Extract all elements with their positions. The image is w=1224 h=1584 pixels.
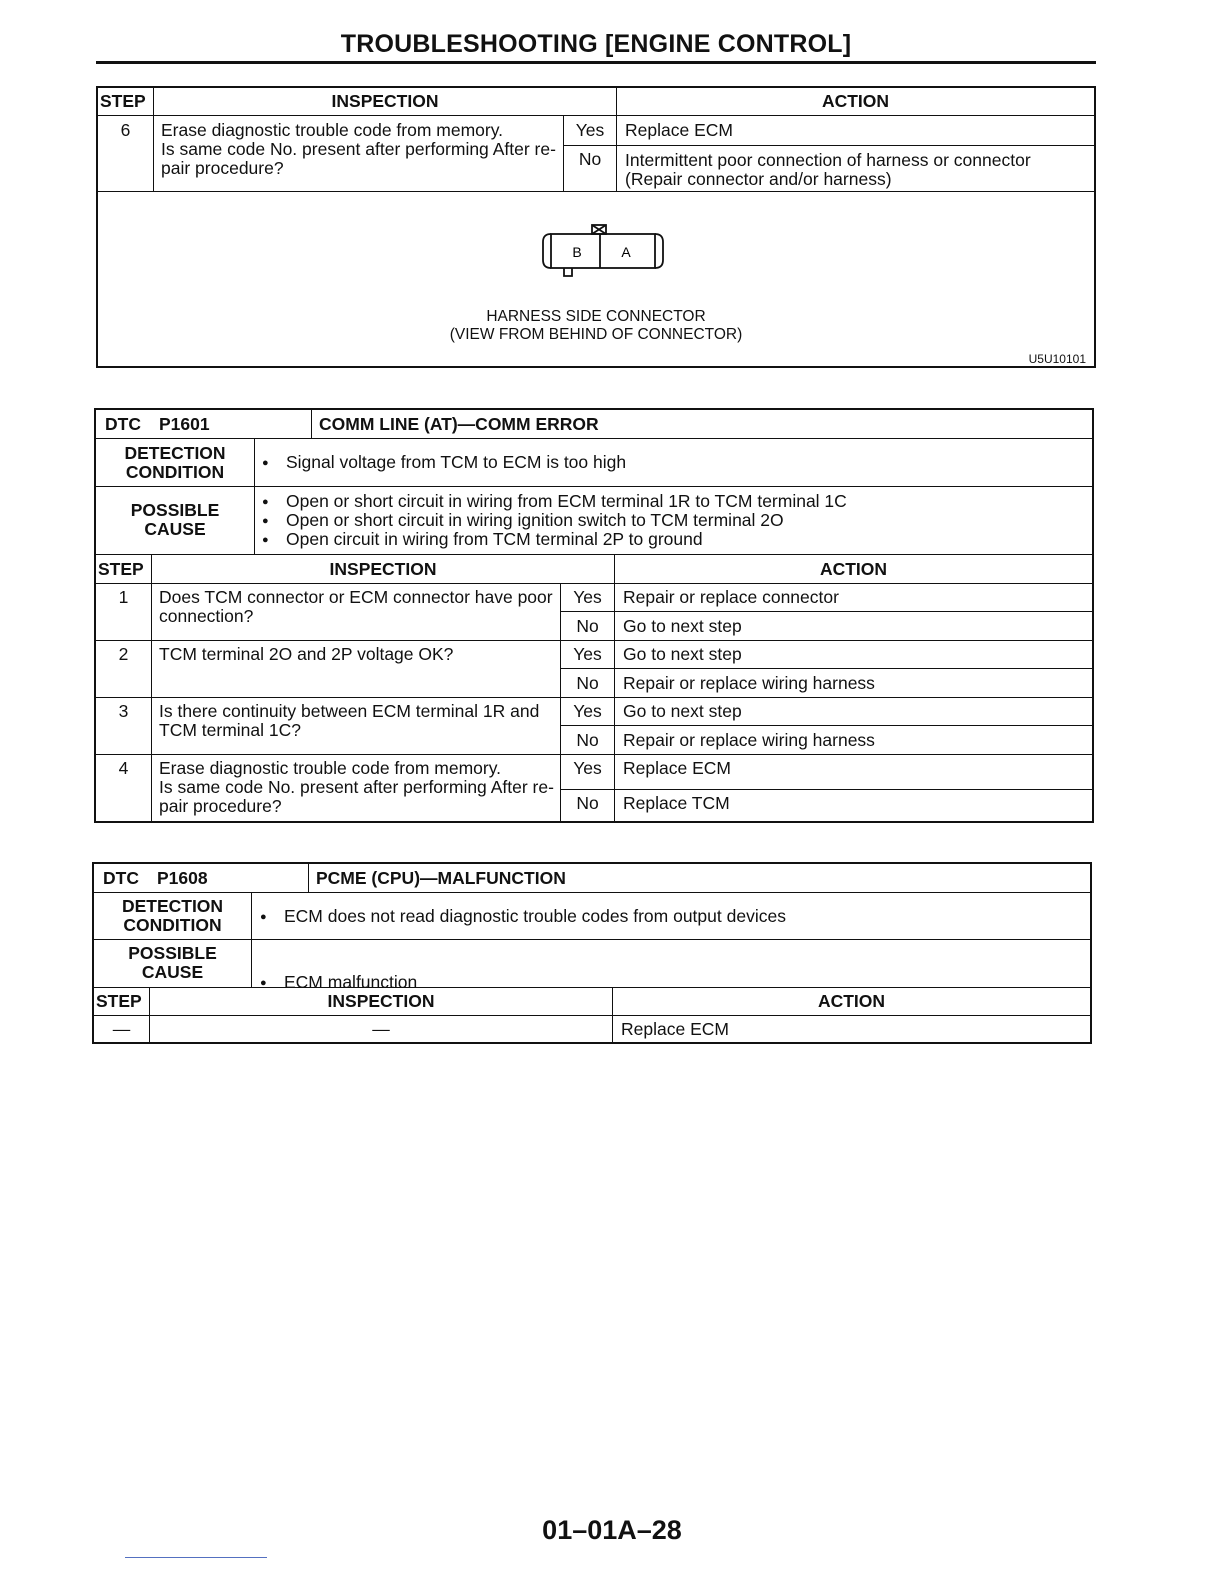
inspection-line: Is same code No. present after performing After re- (161, 139, 556, 159)
no-action: Repair or replace wiring harness (623, 730, 875, 750)
step6-table (96, 86, 1096, 368)
title-rule (96, 61, 1096, 64)
terminal-b-label: B (572, 244, 582, 260)
dtc-code: P1601 (159, 414, 210, 434)
inspection-text: — (372, 1019, 390, 1039)
dtc-code: P1608 (157, 868, 208, 888)
step-number: 6 (120, 120, 131, 140)
footer-link-rule (125, 1557, 267, 1558)
detection-condition-label (96, 444, 254, 482)
inspection-line: TCM terminal 1C? (159, 720, 301, 740)
label-line: POSSIBLE (128, 943, 217, 963)
yes-label: Yes (573, 701, 602, 721)
label-line: CONDITION (123, 915, 222, 935)
inspection-line: Is there continuity between ECM terminal 1R and (159, 701, 540, 721)
dtc-p1601-table (94, 408, 1094, 823)
step-number: 4 (118, 758, 129, 778)
no-label: No (578, 149, 602, 169)
step-number: 3 (118, 701, 129, 721)
yes-label: Yes (573, 644, 602, 664)
dtc-name: COMM LINE (AT)—COMM ERROR (319, 414, 599, 434)
inspection-line: connection? (159, 606, 254, 626)
yes-action: Go to next step (623, 644, 742, 664)
inspection-text (159, 759, 559, 816)
no-label: No (576, 793, 599, 813)
connector-caption (396, 308, 796, 344)
header-inspection: INSPECTION (329, 559, 437, 579)
yes-action: Repair or replace connector (623, 587, 839, 607)
inspection-text (159, 702, 559, 740)
inspection-line: Erase diagnostic trouble code from memory. (159, 758, 502, 778)
action-text: Replace ECM (621, 1019, 729, 1039)
cause-item: ● Open or short circuit in wiring from ECM terminal 1R to TCM terminal 1C (262, 492, 1082, 511)
detection-condition: ● Signal voltage from TCM to ECM is too high (262, 453, 1224, 472)
possible-cause-label (96, 501, 254, 539)
possible-cause-list (262, 492, 1082, 549)
yes-label: Yes (573, 587, 602, 607)
inspection-line: Is same code No. present after performing After re- (159, 777, 554, 797)
yes-action: Replace ECM (623, 758, 731, 778)
key-tab (564, 268, 572, 276)
header-action: ACTION (817, 991, 886, 1011)
label-line: POSSIBLE (130, 500, 220, 520)
no-action-line: (Repair connector and/or harness) (625, 169, 892, 189)
inspection-line: Erase diagnostic trouble code from memory. (161, 120, 504, 140)
dtc-label: DTC (105, 414, 141, 434)
no-action: Replace TCM (623, 793, 730, 813)
header-inspection: INSPECTION (331, 91, 439, 111)
label-line: DETECTION (124, 443, 226, 463)
label-line: CONDITION (125, 462, 225, 482)
connector-diagram (538, 218, 668, 283)
page-number: 01–01A–28 (542, 1515, 682, 1545)
header-action: ACTION (821, 91, 890, 111)
caption-line: HARNESS SIDE CONNECTOR (486, 308, 706, 325)
cause-item: ● Open or short circuit in wiring ignition switch to TCM terminal 2O (262, 511, 1082, 530)
inspection-line: pair procedure? (159, 796, 282, 816)
detection-condition: ● ECM does not read diagnostic trouble codes from output devices (260, 907, 1224, 926)
header-step: STEP (100, 91, 146, 111)
inspection-line: Does TCM connector or ECM connector have poor (159, 587, 553, 607)
cause-item: ● Open circuit in wiring from TCM terminal 2P to ground (262, 530, 1082, 549)
connector-left-lock (543, 234, 551, 268)
no-action-line: Intermittent poor connection of harness or connector (625, 150, 1031, 170)
no-label: No (576, 730, 599, 750)
figure-id: U5U10101 (1028, 352, 1086, 366)
connector-right-lock (655, 234, 663, 268)
no-label: No (576, 673, 599, 693)
no-action: Repair or replace wiring harness (623, 673, 875, 693)
header-step: STEP (96, 991, 142, 1011)
no-label: No (576, 616, 599, 636)
dtc-p1608-table (92, 862, 1092, 1044)
label-line: CAUSE (141, 962, 204, 982)
possible-cause: ● ECM malfunction (260, 973, 1224, 992)
terminal-a-label: A (621, 244, 631, 260)
label-line: CAUSE (144, 519, 206, 539)
yes-label: Yes (573, 758, 602, 778)
dtc-label: DTC (103, 868, 139, 888)
header-step: STEP (98, 559, 144, 579)
inspection-text (159, 588, 559, 626)
connector-body (551, 234, 655, 268)
detection-condition-label (94, 897, 251, 935)
header-action: ACTION (819, 559, 888, 579)
caption-line: (VIEW FROM BEHIND OF CONNECTOR) (449, 326, 743, 343)
step-number: 2 (118, 644, 129, 664)
step-number: 1 (118, 587, 129, 607)
label-line: DETECTION (121, 896, 224, 916)
no-action (625, 151, 1031, 189)
no-action: Go to next step (623, 616, 742, 636)
possible-cause-label (94, 944, 251, 982)
yes-action: Go to next step (623, 701, 742, 721)
yes-label: Yes (575, 120, 605, 140)
inspection-text: TCM terminal 2O and 2P voltage OK? (159, 644, 454, 664)
inspection-text (161, 121, 561, 178)
step-number: — (112, 1019, 131, 1039)
inspection-line: pair procedure? (161, 158, 284, 178)
page-title: TROUBLESHOOTING [ENGINE CONTROL] (340, 30, 852, 58)
header-inspection: INSPECTION (327, 991, 435, 1011)
yes-action: Replace ECM (625, 120, 733, 140)
dtc-name: PCME (CPU)—MALFUNCTION (316, 868, 566, 888)
